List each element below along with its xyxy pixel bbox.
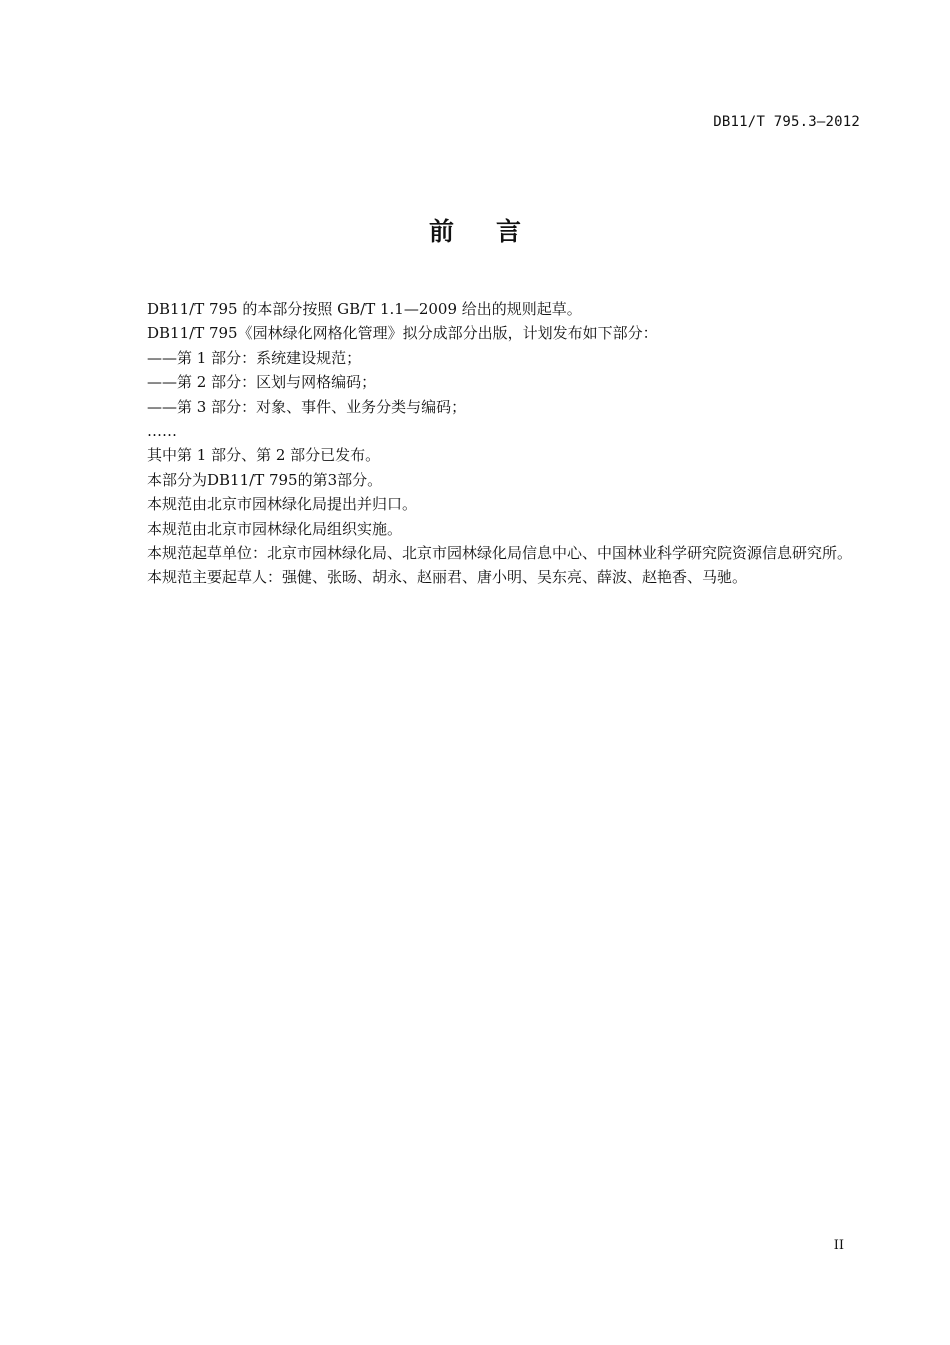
paragraph: 其中第 1 部分、第 2 部分已发布。 — [147, 446, 381, 465]
standard-code: DB11/T 795.3—2012 — [713, 114, 860, 130]
foreword-body — [113, 297, 863, 590]
paragraph: 本规范由北京市园林绿化局提出并归口。 — [147, 495, 418, 514]
paragraph: DB11/T 795 的本部分按照 GB/T 1.1—2009 给出的规则起草。 — [147, 300, 582, 318]
list-item: ——第 1 部分：系统建设规范； — [147, 348, 362, 367]
paragraph: DB11/T 795《园林绿化网格化管理》拟分成部分出版，计划发布如下部分： — [147, 324, 658, 343]
paragraph: 本规范由北京市园林绿化局组织实施。 — [147, 519, 403, 538]
list-item: ——第 3 部分：对象、事件、业务分类与编码； — [147, 397, 467, 416]
page-number: II — [833, 1238, 844, 1253]
page-title: 前言 — [428, 217, 563, 246]
paragraph: 本规范起草单位：北京市园林绿化局、北京市园林绿化局信息中心、中国林业科学研究院资源信息研究所。 — [147, 544, 853, 563]
paragraph: 本部分为DB11/T 795的第3部分。 — [147, 470, 383, 489]
list-item: ——第 2 部分：区划与网格编码； — [147, 373, 377, 392]
paragraph: 本规范主要起草人：强健、张旸、胡永、赵丽君、唐小明、吴东亮、薛波、赵艳香、马驰。 — [147, 568, 748, 587]
list-ellipsis: …… — [147, 422, 177, 441]
